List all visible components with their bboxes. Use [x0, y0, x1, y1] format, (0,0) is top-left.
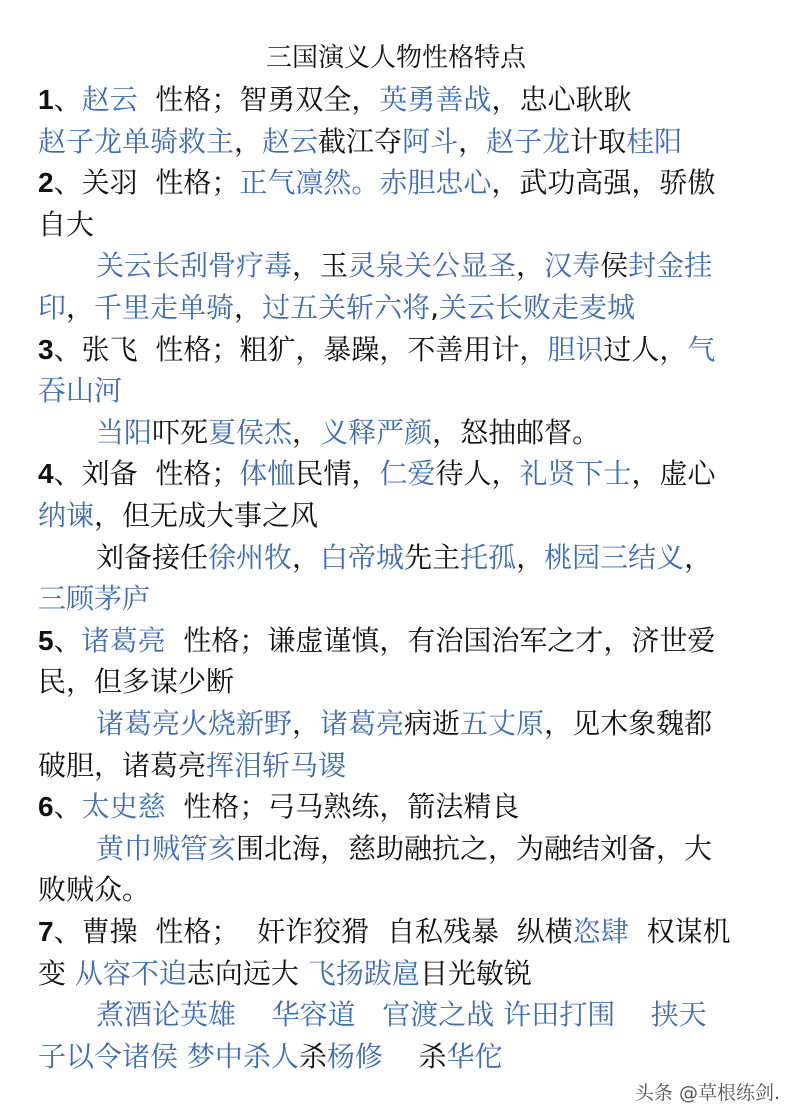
text-segment: 待人，	[435, 457, 520, 491]
highlighted-text: 汉寿	[544, 249, 601, 283]
highlighted-text: 正气凛然。赤胆忠心	[239, 166, 492, 200]
text-segment: ，怒抽邮督。	[432, 415, 601, 449]
text-segment: 围北海，慈助融抗之，为融结刘备，大	[236, 831, 713, 865]
text-segment: ,	[430, 291, 439, 324]
highlighted-text: 英勇善战	[379, 83, 492, 116]
text-segment: 民情，	[295, 457, 380, 491]
item-number: 3	[38, 333, 54, 365]
highlighted-text: 托孤	[460, 540, 517, 574]
text-line	[38, 80, 631, 120]
text-segment: 破胆，诸葛亮	[38, 748, 207, 782]
text-segment: 民，但多谋少断	[38, 665, 235, 699]
highlighted-text: 白帝城	[320, 540, 405, 574]
highlighted-text: 煮酒论英雄 华容道 官渡之战 许田打围 挟天	[96, 998, 707, 1032]
text-segment: ，但无成大事之风	[94, 499, 319, 532]
highlighted-text: 阿斗	[402, 124, 459, 158]
text-segment: 性格；弓马熟练，箭法精良	[165, 790, 520, 824]
highlighted-text: 千里走单骑	[94, 291, 235, 324]
text-segment: 、关羽 性格；	[53, 166, 240, 200]
highlighted-text: 黄巾贼管亥	[96, 831, 237, 865]
text-segment: 自大	[38, 207, 95, 241]
highlighted-text: 徐州牧	[208, 540, 293, 574]
text-line	[38, 912, 731, 952]
highlighted-text: 过五关斩六将	[262, 291, 431, 324]
text-segment: ，	[516, 540, 545, 574]
highlighted-text: 杨修	[326, 1039, 383, 1073]
text-line	[38, 371, 122, 411]
highlighted-text: 体恤	[239, 457, 296, 491]
text-segment: ，	[234, 291, 263, 324]
watermark: 头条 @草根练剑.	[634, 1082, 780, 1104]
document-title: 三国演义人物性格特点	[265, 43, 526, 73]
highlighted-text: 关云长刮骨疗毒	[96, 249, 293, 283]
highlighted-text: 印	[38, 291, 67, 324]
text-segment: ，忠心耿耿	[491, 83, 632, 116]
text-segment: 、	[53, 623, 82, 657]
text-segment: 败贼众。	[38, 873, 151, 907]
text-line	[38, 662, 234, 702]
highlighted-text: 诸葛亮	[81, 623, 166, 657]
text-line	[96, 829, 712, 869]
text-segment: ，	[684, 540, 713, 574]
text-segment: ，玉	[292, 249, 349, 283]
text-line	[38, 454, 715, 494]
text-line	[38, 579, 150, 619]
text-line	[96, 246, 712, 286]
highlighted-text: 关云长败走麦城	[438, 291, 635, 324]
text-line	[38, 122, 682, 162]
text-segment: 吓死	[152, 415, 209, 449]
highlighted-text: 华佗	[446, 1039, 503, 1073]
text-line	[96, 538, 712, 578]
text-segment: ，	[66, 291, 95, 324]
highlighted-text: 太史慈	[81, 790, 166, 824]
highlighted-text: 子以令诸侯 梦中杀人	[38, 1039, 299, 1073]
highlighted-text: 吞山河	[38, 374, 123, 408]
highlighted-text: 从容不迫	[74, 956, 187, 990]
highlighted-text: 赵子龙	[486, 124, 571, 158]
highlighted-text: 当阳	[96, 415, 153, 449]
text-segment: 、曹操 性格； 奸诈狡猾 自私残暴 纵横	[53, 915, 573, 948]
text-line	[38, 496, 318, 536]
text-segment: 先主	[404, 540, 461, 574]
highlighted-text: 桂阳	[626, 124, 683, 158]
text-line	[38, 746, 346, 786]
highlighted-text: 桃园三结义	[544, 540, 685, 574]
highlighted-text: 义释严颜	[320, 415, 433, 449]
text-segment: 过人，	[603, 332, 688, 366]
text-segment: ，武功高强，骄傲	[491, 166, 716, 200]
item-number: 4	[38, 458, 54, 490]
text-segment: 性格；智勇双全，	[137, 83, 380, 116]
text-segment: ，	[292, 415, 321, 449]
item-number: 5	[38, 624, 54, 656]
text-segment: 性格；谦虚谨慎，有治国治军之才，济世爱	[165, 623, 716, 657]
text-segment: 杀	[298, 1039, 327, 1073]
item-number: 7	[38, 916, 54, 947]
highlighted-text: 纳谏	[38, 499, 95, 532]
text-segment: 目光敏锐	[419, 956, 532, 990]
text-line	[96, 413, 600, 453]
text-segment: ，	[516, 249, 545, 283]
text-segment: 杀	[382, 1039, 447, 1073]
text-segment: 变	[38, 956, 75, 990]
item-number: 6	[38, 791, 54, 823]
item-number: 2	[38, 167, 54, 199]
text-segment: 刘备接任	[96, 540, 209, 574]
text-segment: 志向远大	[186, 956, 308, 990]
text-line	[38, 330, 715, 370]
text-segment: ，	[458, 124, 487, 158]
highlighted-text: 赵云	[262, 124, 319, 158]
text-segment: ，	[234, 124, 263, 158]
text-segment: ，	[292, 540, 321, 574]
highlighted-text: 赵子龙单骑救主	[38, 124, 235, 158]
text-segment: 、	[53, 790, 82, 824]
text-line	[38, 288, 635, 328]
highlighted-text: 赵云	[81, 83, 138, 116]
highlighted-text: 三顾茅庐	[38, 582, 151, 616]
highlighted-text: 夏侯杰	[208, 415, 293, 449]
text-segment: ，	[292, 707, 321, 740]
highlighted-text: 仁爱	[379, 457, 436, 491]
highlighted-text: 胆识	[547, 332, 604, 366]
highlighted-text: 飞扬跋扈	[307, 956, 420, 990]
text-line	[38, 954, 532, 994]
text-line	[96, 995, 707, 1035]
highlighted-text: 五丈原	[460, 707, 545, 740]
highlighted-text: 礼贤下士	[519, 457, 632, 491]
text-line	[38, 870, 150, 910]
text-segment: 截江夺	[318, 124, 403, 158]
text-segment: ，虚心	[631, 457, 716, 491]
text-line	[38, 1037, 503, 1077]
text-segment: 计取	[570, 124, 627, 158]
text-segment: 、	[53, 83, 82, 116]
highlighted-text: 封金挂	[628, 249, 713, 283]
text-line	[38, 205, 94, 245]
text-line	[38, 621, 715, 661]
item-number: 1	[38, 84, 54, 115]
text-segment: 、刘备 性格；	[53, 457, 240, 491]
highlighted-text: 挥泪斩马谡	[206, 748, 347, 782]
highlighted-text: 恣肆	[572, 915, 629, 948]
text-segment: 、张飞 性格；粗犷，暴躁，不善用计，	[53, 332, 548, 366]
text-line	[38, 787, 519, 827]
text-segment: ，见木象魏都	[544, 707, 713, 740]
highlighted-text: 诸葛亮	[320, 707, 405, 740]
text-line	[96, 704, 712, 744]
highlighted-text: 气	[687, 332, 716, 366]
text-segment: 病逝	[404, 707, 461, 740]
highlighted-text: 灵泉关公显圣	[348, 249, 517, 283]
text-segment: 侯	[600, 249, 629, 283]
text-line	[38, 163, 715, 203]
highlighted-text: 诸葛亮火烧新野	[96, 707, 293, 740]
text-segment: 权谋机	[628, 915, 731, 948]
